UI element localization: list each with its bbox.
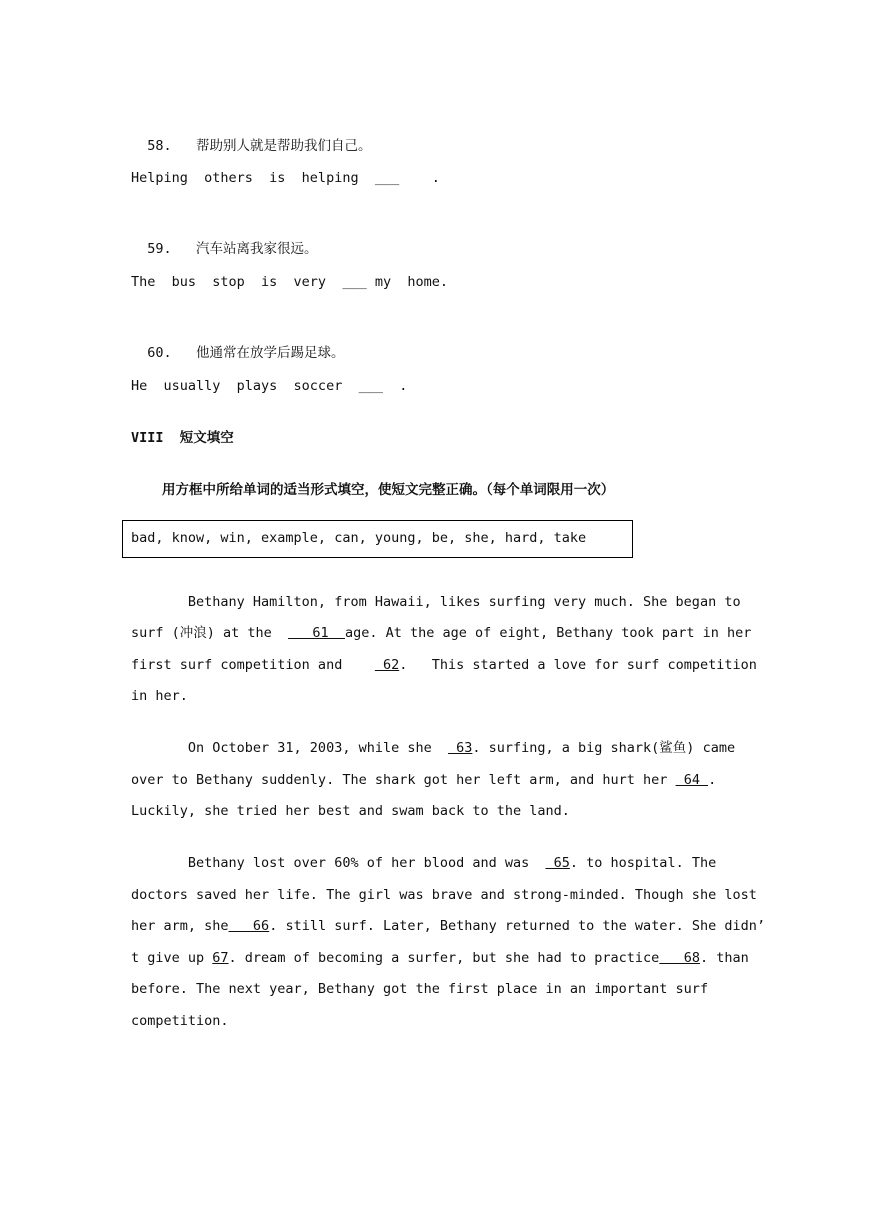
blank-63: 63 [447,740,473,756]
passage-line [131,770,716,790]
blank-61: 61 [288,625,345,641]
passage-line: in her. [131,688,188,704]
passage-text: . surfing, a big shark(鲨鱼) came [472,740,736,756]
english-text: The bus stop is very [131,274,343,290]
section-heading: VIII 短文填空 [131,430,234,446]
passage-text: On October 31, 2003, while she [131,740,448,756]
passage-line [131,738,735,758]
blank-62: 62 [374,657,400,673]
passage-text: surf (冲浪) at the [131,625,289,641]
word-list: bad, know, win, example, can, young, be, she, hard, take [131,530,587,546]
chinese-sentence: 汽车站离我家很远。 [196,241,318,257]
passage-line [131,655,757,675]
question-60 [131,323,345,363]
passage-line [131,853,716,873]
passage-text: . [708,772,717,788]
blank-67: 67 [212,950,229,966]
passage-line: before. The next year, Bethany got the first place in an important surf [131,981,709,997]
passage-text: over to Bethany suddenly. The shark got her left arm, and hurt her [131,772,676,788]
english-text: my home. [366,274,448,290]
passage-line [131,948,749,968]
answer-60 [131,376,407,396]
english-text: . [382,378,408,394]
answer-59 [131,272,448,292]
passage-text: t give up [131,950,213,966]
chinese-sentence: 他通常在放学后踢足球。 [196,345,345,361]
section-instruction: 用方框中所给单词的适当形式填空，使短文完整正确。（每个单词限用一次） [162,482,615,498]
word-box [122,520,633,558]
passage-line: Bethany Hamilton, from Hawaii, likes surfing very much. She began to [131,594,741,610]
question-number: 58. [147,138,172,154]
passage-text: age. At the age of eight, Bethany took part in her [344,625,752,641]
question-number: 60. [147,345,172,361]
passage-line: doctors saved her life. The girl was brave and strong-minded. Though she lost [131,887,757,903]
passage-line: competition. [131,1013,229,1029]
passage-line [131,916,765,936]
answer-58 [131,168,440,188]
passage-line: Luckily, she tried her best and swam back to the land. [131,803,570,819]
answer-blank: ___ [358,378,383,394]
english-text: . [399,170,440,186]
question-number: 59. [147,241,172,257]
blank-66: 66 [228,918,270,934]
answer-blank: ___ [374,170,400,186]
question-58 [131,116,372,156]
passage-text: . dream of becoming a surfer, but she had to practice [228,950,660,966]
passage-text: first surf competition and [131,657,375,673]
english-text: Helping others is helping [131,170,375,186]
english-text: He usually plays soccer [131,378,359,394]
chinese-sentence: 帮助别人就是帮助我们自己。 [196,138,372,154]
passage-text: . This started a love for surf competition [399,657,757,673]
blank-65: 65 [545,855,570,871]
question-59 [131,219,318,259]
blank-68: 68 [659,950,700,966]
blank-64: 64 [675,772,709,788]
passage-text: . than [699,950,749,966]
passage-line [131,623,751,643]
passage-text: Bethany lost over 60% of her blood and was [131,855,546,871]
passage-text: . to hospital. The [569,855,717,871]
answer-blank: ___ [342,274,367,290]
passage-text: her arm, she [131,918,229,934]
passage-text: . still surf. Later, Bethany returned to the water. She didn’ [269,918,765,934]
